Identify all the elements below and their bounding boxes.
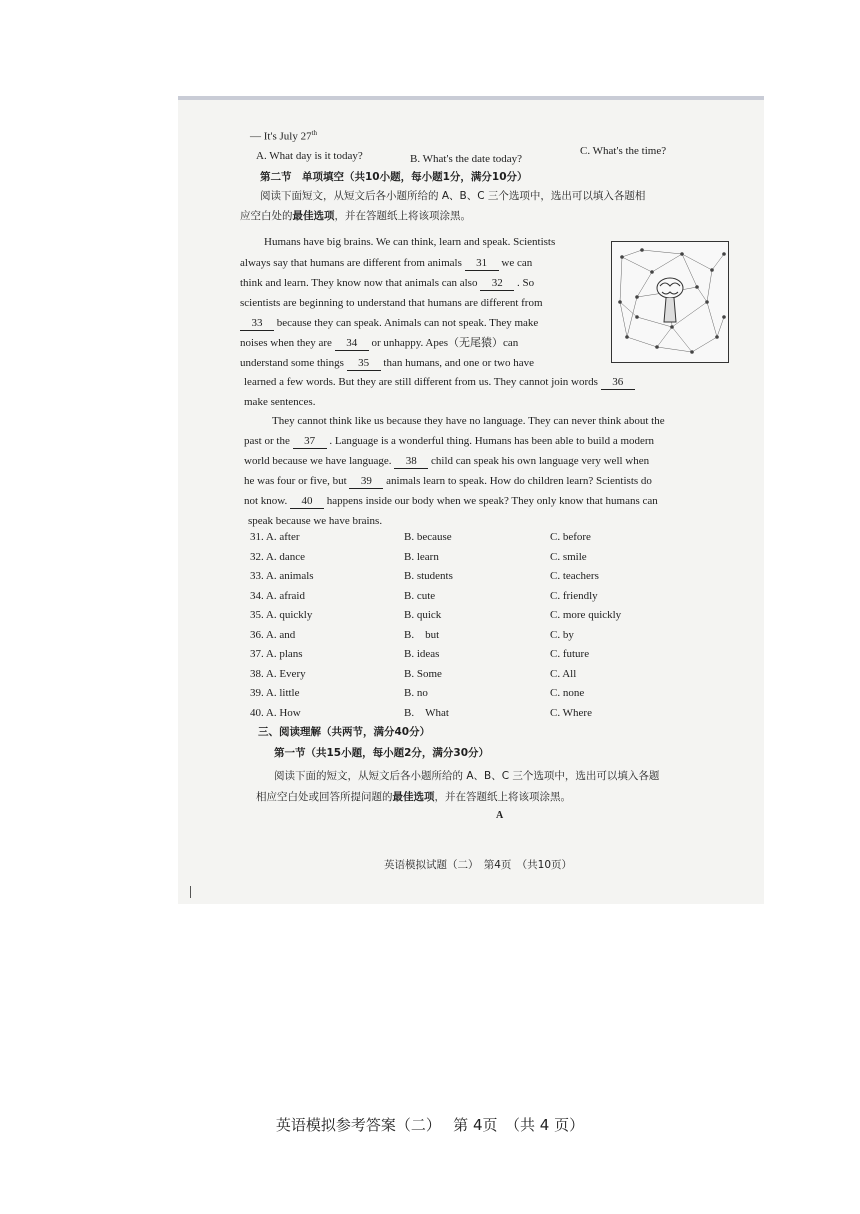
dialog-option-c: C. What's the time? [580, 145, 667, 157]
question-38-option-b: B. Some [404, 667, 442, 680]
passage-line [248, 514, 382, 528]
section2-heading: 第二节 单项填空（共10小题，每小题1分，满分10分） [260, 171, 528, 183]
passage-text: or unhappy. Apes（无尾猿）can [371, 337, 519, 349]
passage-line [244, 395, 315, 409]
passage-letter: A [496, 810, 504, 821]
cloze-blank: 37 [293, 434, 327, 449]
passage-line [244, 494, 658, 509]
question-39-option-b: B. no [404, 687, 428, 699]
question-39-option-a: 39. A. little [250, 687, 300, 699]
question-31-option-a: 31. A. after [250, 531, 300, 543]
passage-text: child can speak his own language very well when [431, 455, 650, 467]
passage-line [272, 414, 665, 428]
scanned-exam-page [178, 96, 764, 904]
passage-text: always say that humans are different from animals [240, 257, 462, 269]
question-40-option-b: B. What [404, 706, 449, 719]
section3-instruction-2: 相应空白处或回答所提问题的最佳选项，并在答题纸上将该项涂黑。 [256, 791, 571, 803]
passage-text: think and learn. They know now that animals can also [240, 277, 478, 289]
passage-text: we can [501, 257, 533, 269]
scan-top-border [178, 96, 764, 100]
cloze-blank: 34 [335, 336, 369, 351]
question-36-option-a: 36. A. and [250, 628, 296, 641]
passage-text: happens inside our body when we speak? They only know that humans can [326, 495, 658, 507]
passage-line [240, 336, 518, 351]
passage-text: world because we have language. [244, 455, 392, 467]
question-35-option-a: 35. A. quickly [250, 609, 313, 621]
passage-text: noises when they are [240, 337, 332, 349]
question-37-option-c: C. future [550, 648, 590, 660]
cloze-blank: 33 [240, 316, 274, 331]
passage-text: than humans, and one or two have [383, 357, 534, 369]
question-40-option-a: 40. A. How [250, 706, 301, 719]
scan-footer: 英语模拟试题（二） 第4页 （共10页） [384, 859, 573, 871]
question-32-option-b: B. learn [404, 550, 439, 563]
question-37-option-a: 37. A. plans [250, 648, 303, 660]
question-37-option-b: B. ideas [404, 648, 440, 660]
question-35-option-b: B. quick [404, 609, 442, 621]
passage-text: he was four or five, but [244, 475, 347, 487]
question-34-option-a: 34. A. afraid [250, 589, 305, 602]
passage-text: . Language is a wonderful thing. Humans has been able to build a modern [329, 435, 655, 447]
passage-text: make sentences. [244, 396, 316, 408]
question-40-option-c: C. Where [550, 706, 592, 719]
passage-line [240, 296, 543, 310]
cloze-blank: 32 [480, 276, 514, 291]
question-35-option-c: C. more quickly [550, 609, 622, 621]
page-footer: 英语模拟参考答案（二） 第 4页 （共 4 页） [275, 1116, 585, 1134]
question-33-option-a: 33. A. animals [250, 570, 314, 582]
section2-instruction-1: 阅读下面短文，从短文后各小题所给的 A、B、C 三个选项中，选出可以填入各题相 [260, 190, 646, 202]
passage-line [264, 235, 555, 249]
question-32-option-c: C. smile [550, 550, 587, 563]
cloze-blank: 31 [465, 256, 499, 271]
cloze-blank: 38 [394, 454, 428, 469]
cloze-blank: 40 [290, 494, 324, 509]
passage-text: because they can speak. Animals can not speak. They make [276, 317, 539, 329]
passage-line [244, 434, 654, 449]
passage-text: not know. [244, 495, 288, 507]
question-36-option-c: C. by [550, 628, 574, 641]
dialog-option-b: B. What's the date today? [410, 153, 523, 165]
question-36-option-b: B. but [404, 628, 440, 641]
passage-line [244, 375, 635, 390]
section2-instruction-2: 应空白处的最佳选项，并在答题纸上将该项涂黑。 [240, 210, 471, 222]
brain-network-image [611, 241, 729, 363]
passage-text: animals learn to speak. How do children learn? Scientists do [386, 475, 652, 487]
question-38-option-c: C. All [550, 667, 577, 680]
dialog-answer: — It's July 27th [250, 129, 318, 143]
section3-instruction-1: 阅读下面的短文，从短文后各小题所给的 A、B、C 三个选项中，选出可以填入各题 [274, 770, 660, 782]
passage-text: . So [516, 277, 535, 289]
cloze-blank: 39 [349, 474, 383, 489]
passage-text: They cannot think like us because they have no language. They can never think about the [272, 415, 665, 427]
section3-subheading: 第一节（共15小题，每小题2分，满分30分） [274, 747, 490, 759]
passage-line [240, 256, 532, 271]
section3-heading: 三、阅读理解（共两节，满分40分） [258, 726, 431, 738]
question-31-option-b: B. because [404, 531, 452, 543]
question-33-option-c: C. teachers [550, 570, 599, 582]
passage-text: speak because we have brains. [248, 515, 383, 527]
passage-text: learned a few words. But they are still different from us. They cannot join words [244, 376, 598, 388]
passage-line [240, 316, 538, 331]
brain-network-icon [612, 242, 728, 362]
question-34-option-b: B. cute [404, 589, 436, 602]
question-38-option-a: 38. A. Every [250, 667, 306, 680]
passage-text: Humans have big brains. We can think, learn and speak. Scientists [264, 236, 556, 248]
question-34-option-c: C. friendly [550, 589, 598, 602]
scan-edge-mark [190, 886, 191, 898]
question-32-option-a: 32. A. dance [250, 550, 305, 563]
passage-text: scientists are beginning to understand that humans are different from [240, 297, 543, 309]
passage-line [240, 276, 534, 291]
cloze-blank: 35 [347, 356, 381, 371]
passage-line [244, 454, 649, 469]
question-33-option-b: B. students [404, 570, 453, 582]
question-31-option-c: C. before [550, 531, 591, 543]
passage-text: past or the [244, 435, 290, 447]
passage-line [240, 356, 534, 371]
passage-line [244, 474, 652, 489]
cloze-blank: 36 [601, 375, 635, 390]
passage-text: understand some things [240, 357, 344, 369]
dialog-option-a: A. What day is it today? [256, 150, 363, 162]
question-39-option-c: C. none [550, 687, 585, 699]
